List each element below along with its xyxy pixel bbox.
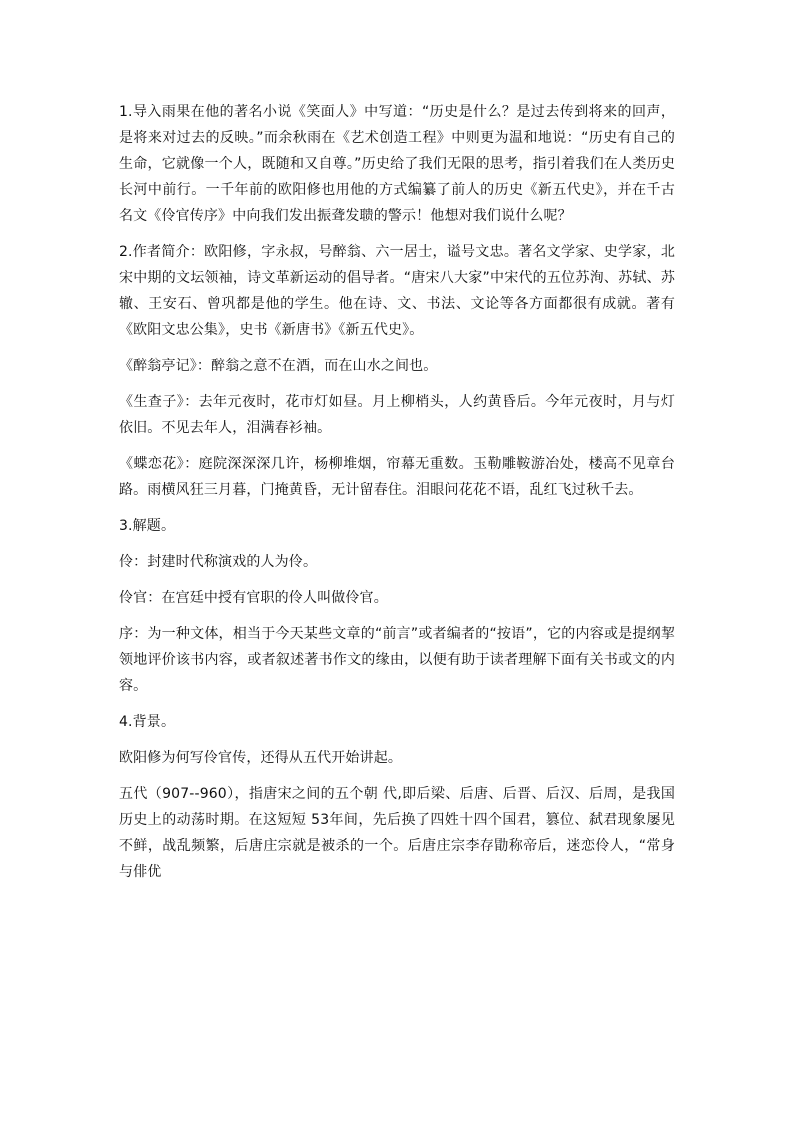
paragraph-die-lian-hua: 《蝶恋花》：庭院深深深几许，杨柳堆烟，帘幕无重数。玉勒雕鞍游冶处，楼高不见章台路。雨横风狂三月暮，门掩黄昏，无计留春住。泪眼问花花不语，乱红飞过秋千去。: [119, 456, 675, 498]
document-body: [119, 99, 675, 895]
paragraph-author-profile: 2.作者简介：欧阳修，字永叔，号醉翁、六一居士，谥号文忠。著名文学家、史学家，北宋中期的文坛领袖，诗文革新运动的倡导者。“唐宋八大家”中宋代的五位苏洵、苏轼、苏辙、王安石、曾巩都是他的学生。他在诗、文、书法、文论等各方面都很有成就。著有《欧阳文忠公集》，史书《新唐书》《新五代史》。: [119, 244, 675, 338]
paragraph-sheng-zha-zi: 《生查子》：去年元夜时，花市灯如昼。月上柳梢头，人约黄昏后。今年元夜时，月与灯依旧。不见去年人，泪满春衫袖。: [119, 394, 675, 436]
paragraph-introduction: 1.导入雨果在他的著名小说《笑面人》中写道：“历史是什么？是过去传到将来的回声，是将来对过去的反映。”而余秋雨在《艺术创造工程》中则更为温和地说：“历史有自己的生命，它就像一个人，既随和又自尊。”历史给了我们无限的思考，指引着我们在人类历史长河中前行。一千年前的欧阳修也用他的方式编纂了前人的历史《新五代史》，并在千古名文《伶官传序》中向我们发出振聋发聩的警示！他想对我们说什么呢？: [119, 104, 675, 224]
paragraph-background-intro: 欧阳修为何写伶官传，还得从五代开始讲起。: [119, 750, 402, 766]
paragraph-five-dynasties: 五代（907--960），指唐宋之间的五个朝 代,即后梁、后唐、后晋、后汉、后周，是我国历史上的动荡时期。在这短短 53年间，先后换了四姓十四个国君，篡位、弑君现象屡见不鲜，战乱频繁，后唐庄宗就是被杀的一个。后唐庄宗李存勖称帝后，迷恋伶人，“常身与俳优: [119, 786, 675, 880]
paragraph-zuiweng-ting-ji: 《醉翁亭记》：醉翁之意不在酒，而在山水之间也。: [119, 358, 438, 374]
paragraph-lingguan-definition: 伶官：在宫廷中授有官职的伶人叫做伶官。: [119, 590, 388, 606]
paragraph-xu-definition: 序：为一种文体，相当于今天某些文章的“前言”或者编者的“按语”，它的内容或是提纲挈领地评价该书内容，或者叙述著书作文的缘由，以便有助于读者理解下面有关书或文的内容。: [119, 626, 675, 694]
section-heading-background: 4.背景。: [119, 714, 176, 730]
section-heading-title-explanation: 3.解题。: [119, 518, 176, 534]
paragraph-ling-definition: 伶：封建时代称演戏的人为伶。: [119, 554, 318, 570]
